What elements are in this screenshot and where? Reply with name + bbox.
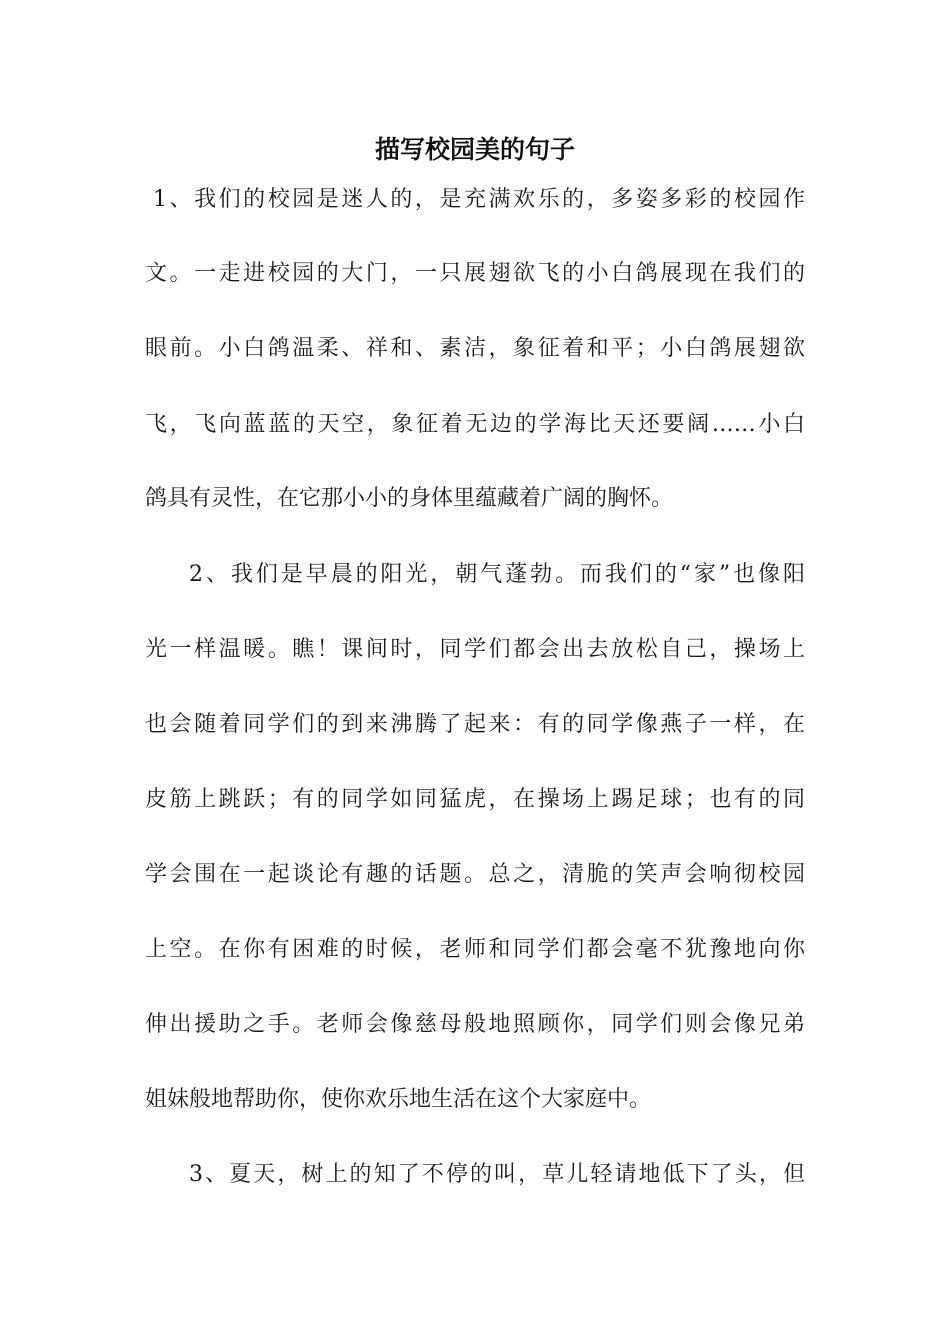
paragraph-1-line-5: 鸽具有灵性，在它那小小的身体里蕴藏着广阔的胸怀。 [145,486,674,511]
paragraph-1-line-3: 眼前。小白鸽温柔、祥和、素洁，象征着和平；小白鸽展翅欲 [145,336,805,361]
paragraph-2-line-5: 学会围在一起谈论有趣的话题。总之，清脆的笑声会响彻校园 [145,862,805,887]
paragraph-2-line-3: 也会随着同学们的到来沸腾了起来：有的同学像燕子一样，在 [145,712,805,737]
paragraph-2-line-7: 伸出援助之手。老师会像慈母般地照顾你，同学们则会像兄弟 [145,1012,805,1037]
paragraph-2-line-1: 2、我们是早晨的阳光，朝气蓬勃。而我们的“家”也像阳 [189,562,805,587]
paragraph-2-line-6: 上空。在你有困难的时候，老师和同学们都会毫不犹豫地向你 [145,937,805,962]
paragraph-1-line-1: 1、我们的校园是迷人的，是充满欢乐的，多姿多彩的校园作 [153,187,805,212]
paragraph-2-line-8: 姐妹般地帮助你，使你欢乐地生活在这个大家庭中。 [145,1087,652,1112]
paragraph-2-line-2: 光一样温暖。瞧！课间时，同学们都会出去放松自己，操场上 [145,637,805,662]
page-title: 描写校园美的句子 [374,135,575,164]
paragraph-1-line-4: 飞，飞向蓝蓝的天空，象征着无边的学海比天还要阔……小白 [145,412,805,437]
paragraph-2-line-4: 皮筋上跳跃；有的同学如同猛虎，在操场上踢足球；也有的同 [145,787,805,812]
paragraph-3-line-1: 3、夏天，树上的知了不停的叫，草儿轻请地低下了头，但 [189,1162,805,1187]
paragraph-1-line-2: 文。一走进校园的大门，一只展翅欲飞的小白鸽展现在我们的 [145,261,805,286]
